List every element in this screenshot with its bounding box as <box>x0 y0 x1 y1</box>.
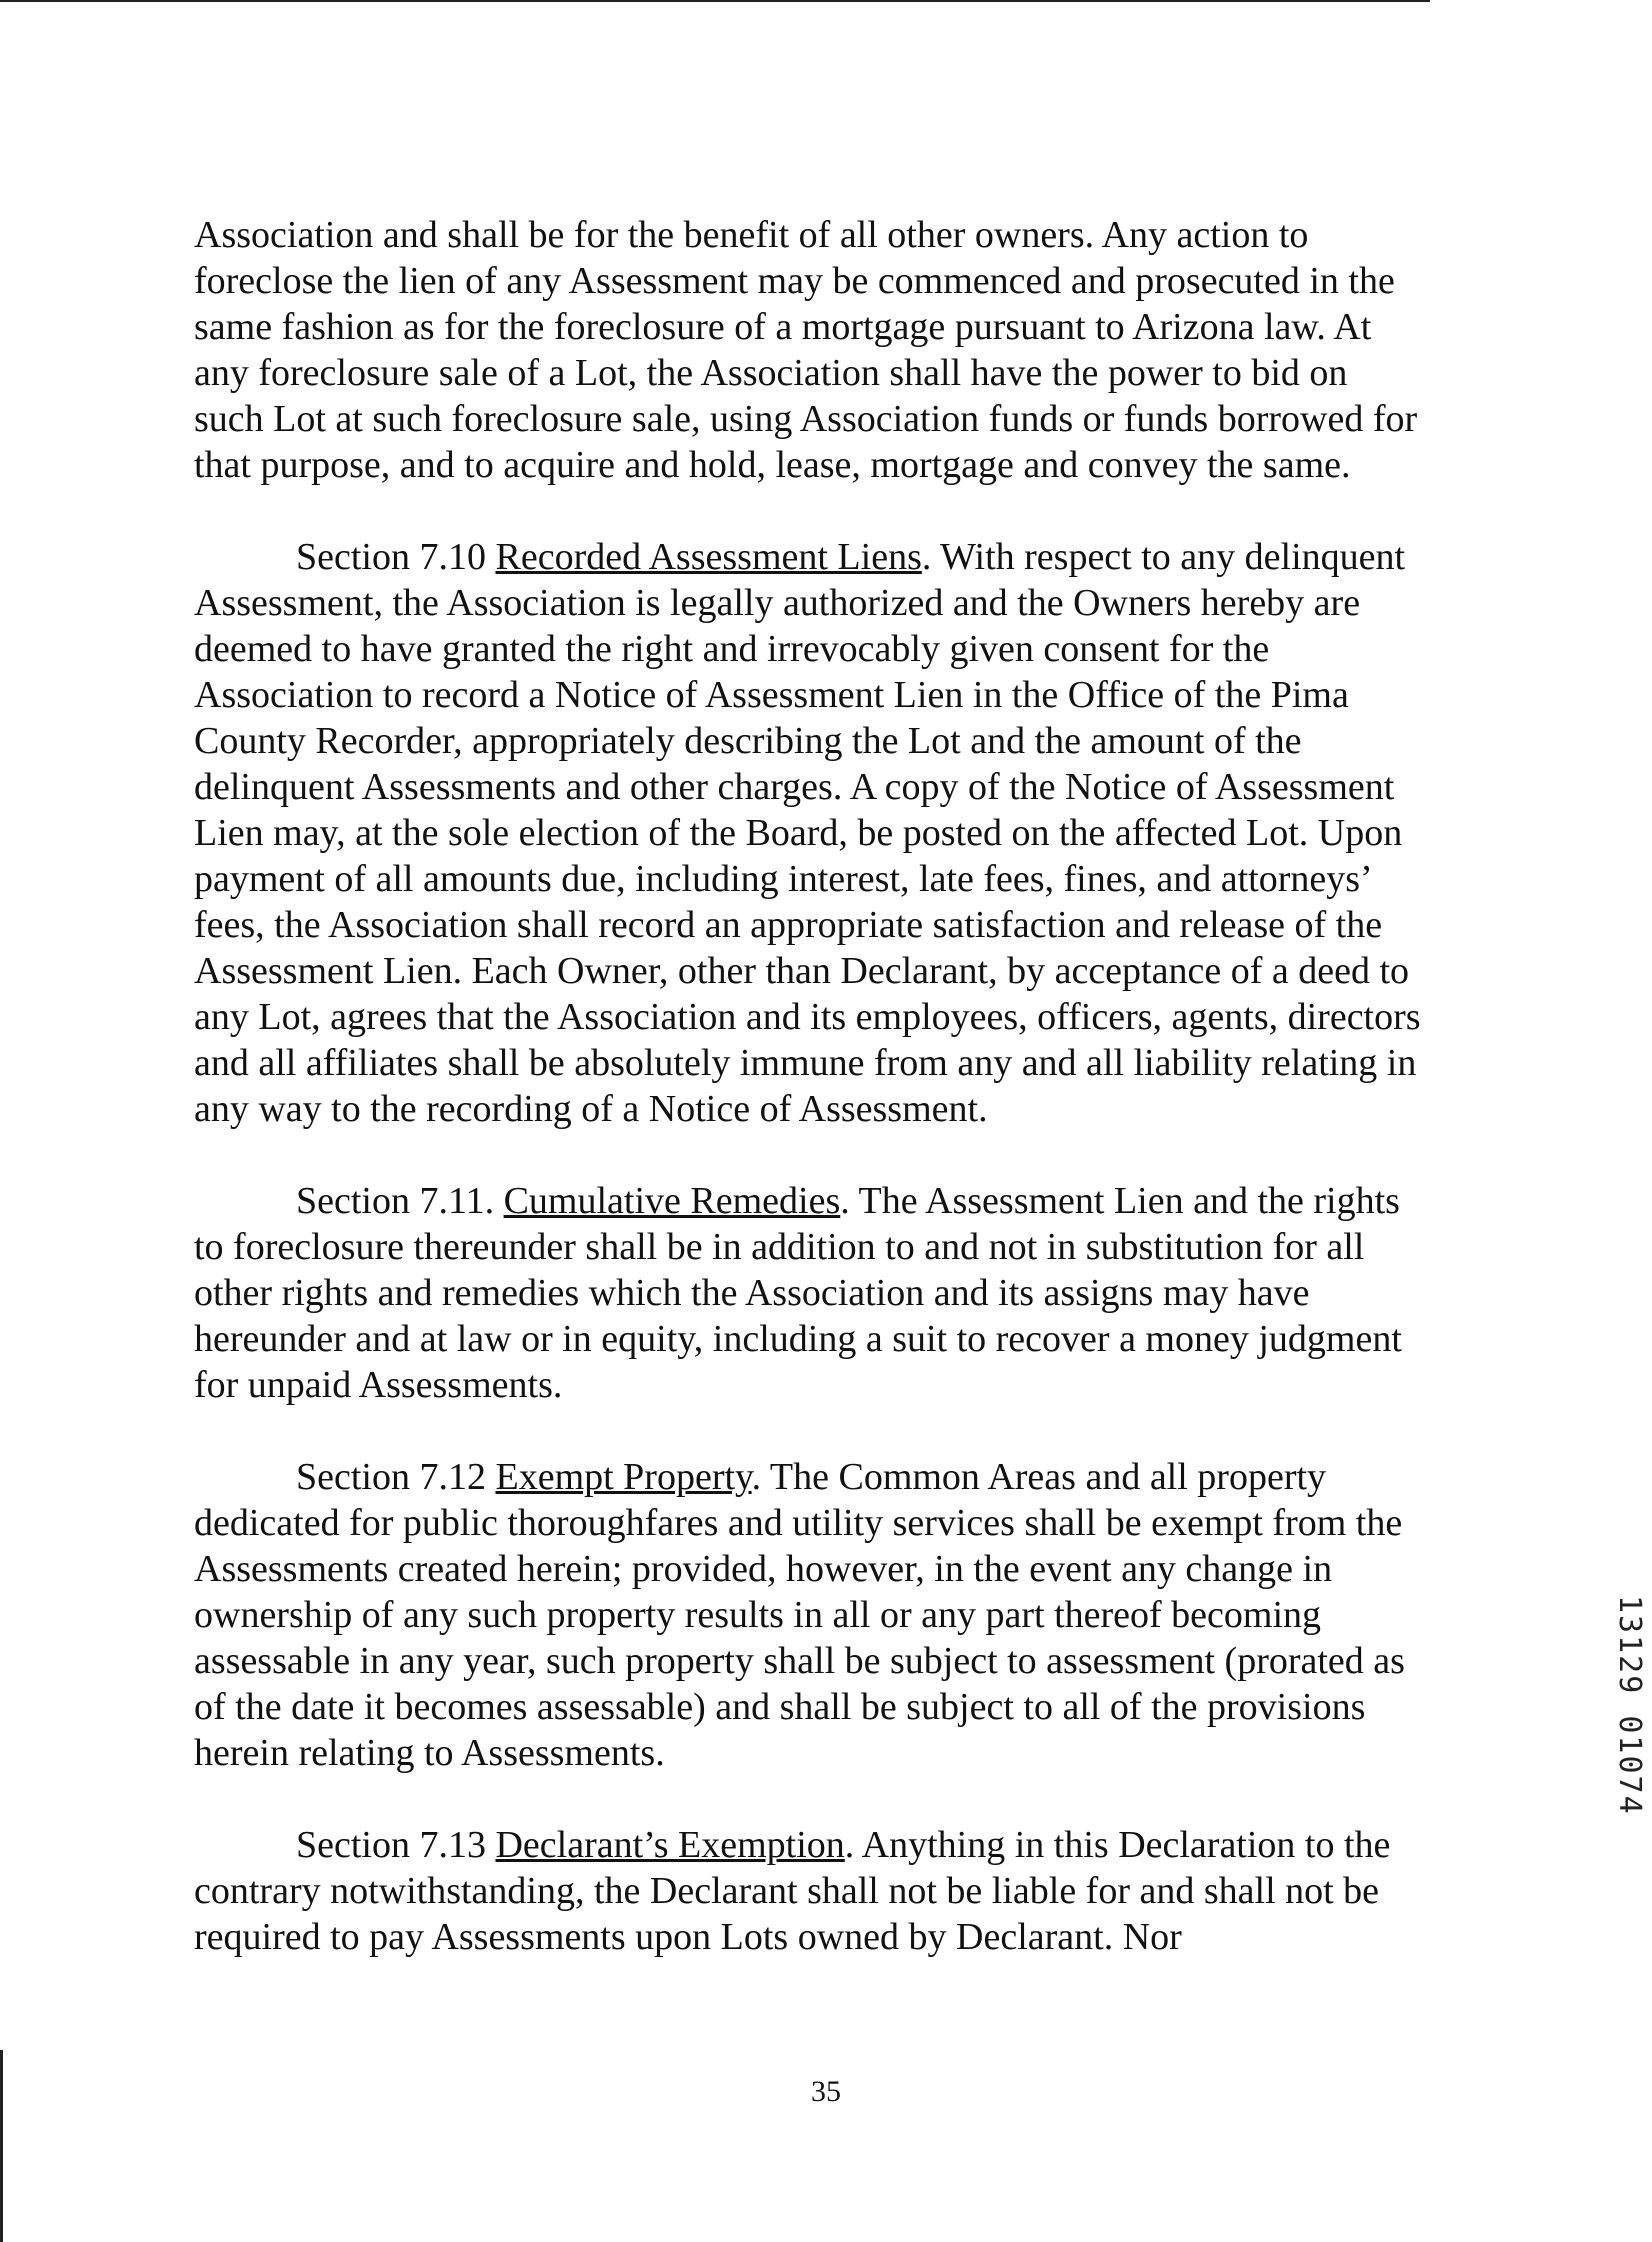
section-number: Section 7.10 <box>296 536 486 578</box>
section-heading: Declarant’s Exemption <box>495 1824 845 1866</box>
section-7-12 <box>194 1454 1424 1776</box>
section-7-11 <box>194 1178 1424 1408</box>
section-body: . With respect to any delinquent Assessment, the Association is legally authorized and the Owners hereby are deemed to have granted the right and irrevocably given consent for the Association to record a Notice of Assessment Lien in the Office of the Pima County Recorder, appropriately describing the Lot and the amount of the delinquent Assessments and other charges. A copy of the Notice of Assessment Lien may, at the sole election of the Board, be posted on the affected Lot. Upon payment of all amounts due, including interest, late fees, fines, and attorneys’ fees, the Association shall record an appropriate satisfaction and release of the Assessment Lien. Each Owner, other than Declarant, by acceptance of a deed to any Lot, agrees that the Association and its employees, officers, agents, directors and all affiliates shall be absolutely immune from any and all liability relating in any way to the recording of a Notice of Assessment. <box>194 536 1421 1130</box>
page-number: 35 <box>811 2075 841 2108</box>
section-number: Section 7.12 <box>296 1456 486 1498</box>
section-body: . Anything in this Declaration to the contrary notwithstanding, the Declarant shall not be liable for and shall not be required to pay Assessments upon Lots owned by Declarant. Nor <box>194 1824 1391 1958</box>
document-body <box>194 212 1424 2006</box>
section-7-10 <box>194 534 1424 1132</box>
section-number: Section 7.11. <box>296 1180 495 1222</box>
section-body: . The Common Areas and all property dedicated for public thoroughfares and utility services shall be exempt from the Assessments created herein; provided, however, in the event any change in ownership of any such property results in all or any part thereof becoming assessable in any year, such property shall be subject to assessment (prorated as of the date it becomes assessable) and shall be subject to all of the provisions herein relating to Assessments. <box>194 1456 1405 1774</box>
section-number: Section 7.13 <box>296 1824 486 1866</box>
intro-paragraph: Association and shall be for the benefit of all other owners. Any action to foreclose the lien of any Assessment may be commenced and prosecuted in the same fashion as for the foreclosure of a mortgage pursuant to Arizona law. At any foreclosure sale of a Lot, the Association shall have the power to bid on such Lot at such foreclosure sale, using Association funds or funds borrowed for that purpose, and to acquire and hold, lease, mortgage and convey the same. <box>194 214 1418 486</box>
section-heading: Exempt Property <box>495 1456 752 1498</box>
scan-top-edge <box>0 0 1430 2</box>
section-heading: Cumulative Remedies <box>503 1180 841 1222</box>
section-body: . The Assessment Lien and the rights to foreclosure thereunder shall be in addition to and not in substitution for all other rights and remedies which the Association and its assigns may have hereunder and at law or in equity, including a suit to recover a money judgment for unpaid Assessments. <box>194 1180 1402 1406</box>
section-heading: Recorded Assessment Liens <box>495 536 922 578</box>
section-7-13 <box>194 1822 1424 1960</box>
recording-stamp: 13129 01074 <box>1612 1595 1647 1816</box>
